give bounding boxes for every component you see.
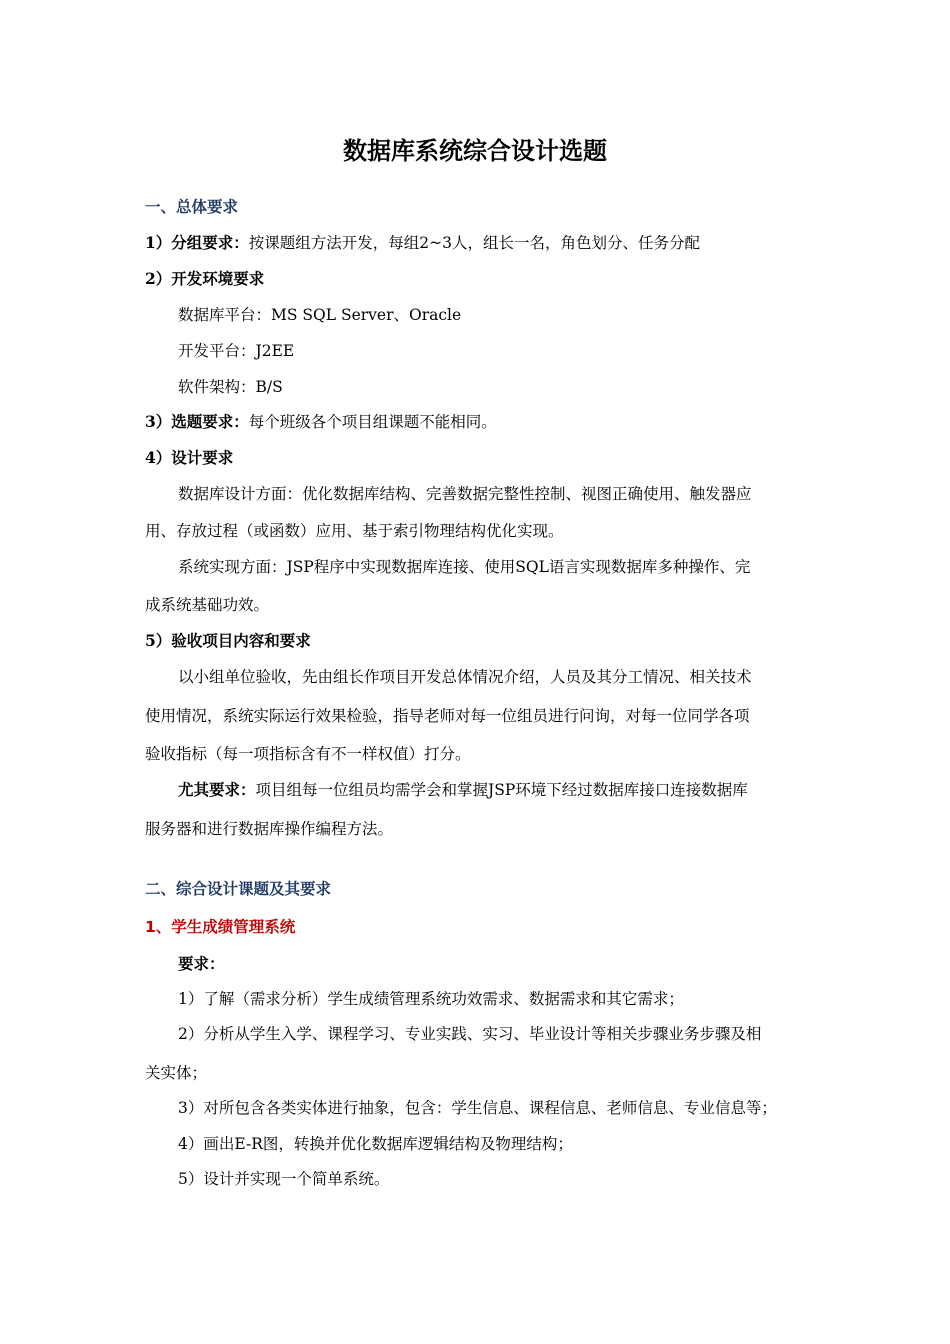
section-heading-general: 一、总体要求 — [145, 198, 239, 216]
requirement-1: 1）了解（需求分析）学生成绩管理系统功效需求、数据需求和其它需求； — [178, 990, 684, 1008]
requirements-label: 要求： — [178, 954, 225, 973]
env-architecture: 软件架构：B/S — [178, 378, 283, 396]
design-sys-line1: 系统实现方面：JSP程序中实现数据库连接、使用SQL语言实现数据库多种操作、完 — [178, 558, 751, 576]
item-topic-label: 3）选题要求： — [145, 412, 249, 431]
page-title: 数据库系统综合设计选题 — [343, 137, 607, 165]
accept-line1: 以小组单位验收，先由组长作项目开发总体情况介绍，人员及其分工情况、相关技术 — [178, 668, 752, 686]
item-environment-label: 2）开发环境要求 — [145, 269, 265, 288]
design-db-line2: 用、存放过程（或函数）应用、基于索引物理结构优化实现。 — [145, 522, 564, 540]
item-topic-selection — [145, 411, 497, 433]
special-requirement-line2: 服务器和进行数据库操作编程方法。 — [145, 820, 394, 838]
requirement-2-line1: 2）分析从学生入学、课程学习、专业实践、实习、毕业设计等相关步骤业务步骤及相 — [178, 1025, 762, 1043]
requirement-2-line2: 关实体； — [145, 1064, 208, 1082]
item-grouping-text: 按课题组方法开发，每组2~3人，组长一名，角色划分、任务分配 — [248, 234, 701, 252]
section-heading-topics: 二、综合设计课题及其要求 — [145, 880, 332, 898]
special-requirement-label: 尤其要求： — [178, 780, 256, 799]
item-design-label: 4）设计要求 — [145, 448, 234, 467]
design-db-line1: 数据库设计方面：优化数据库结构、完善数据完整性控制、视图正确使用、触发器应 — [178, 485, 752, 503]
accept-line2: 使用情况，系统实际运行效果检验，指导老师对每一位组员进行问询，对每一位同学各项 — [145, 707, 750, 725]
requirement-4: 4）画出E-R图，转换并优化数据库逻辑结构及物理结构； — [178, 1135, 573, 1153]
topic-heading-student-grades: 1、学生成绩管理系统 — [145, 918, 296, 936]
accept-line3: 验收指标（每一项指标含有不一样权值）打分。 — [145, 745, 471, 763]
requirement-5: 5）设计并实现一个简单系统。 — [178, 1170, 390, 1188]
item-acceptance-label: 5）验收项目内容和要求 — [145, 631, 311, 650]
item-grouping-label: 1）分组要求： — [145, 233, 249, 252]
special-requirement-line1 — [178, 779, 748, 801]
item-topic-text: 每个班级各个项目组课题不能相同。 — [248, 413, 497, 431]
item-grouping — [145, 232, 700, 254]
env-platform: 开发平台：J2EE — [178, 342, 295, 360]
design-sys-line2: 成系统基础功效。 — [145, 596, 270, 614]
env-database: 数据库平台：MS SQL Server、Oracle — [178, 306, 462, 324]
requirement-3: 3）对所包含各类实体进行抽象，包含：学生信息、课程信息、老师信息、专业信息等； — [178, 1099, 777, 1117]
special-requirement-text: 项目组每一位组员均需学会和掌握JSP环境下经过数据库接口连接数据库 — [255, 781, 748, 799]
